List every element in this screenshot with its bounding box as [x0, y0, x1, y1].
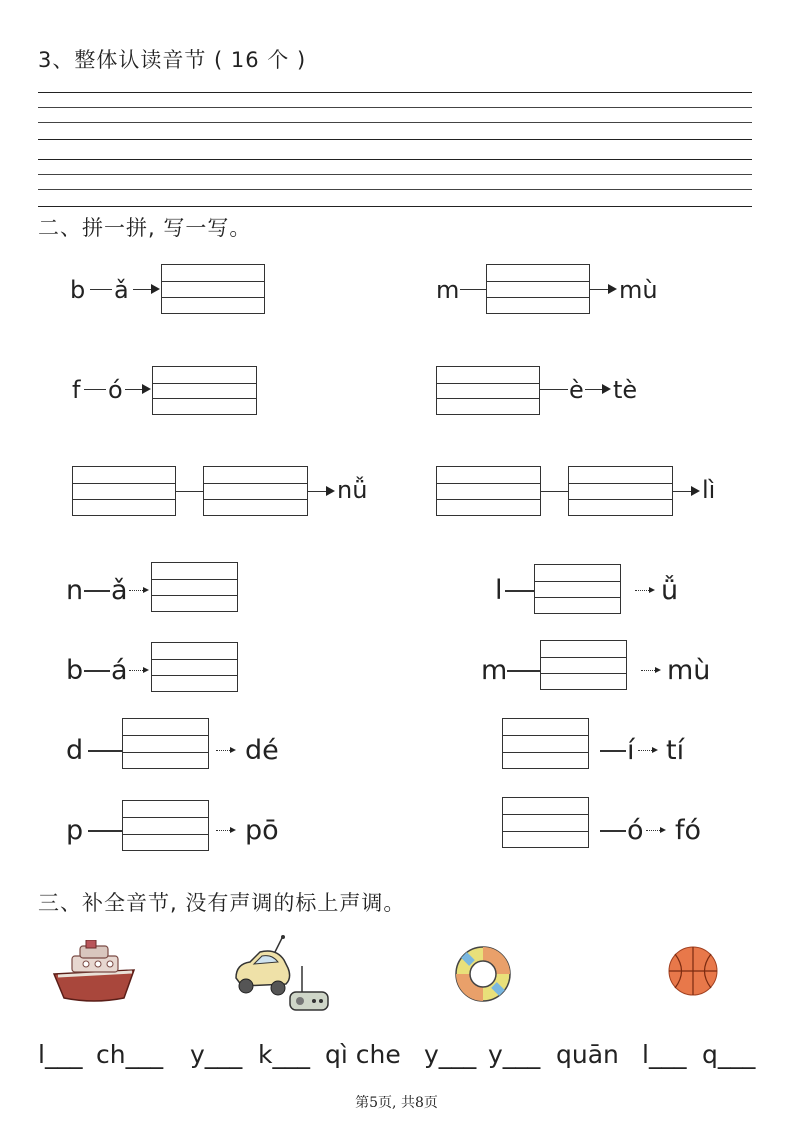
syllable-text: ǚ	[661, 575, 679, 606]
answer-box[interactable]	[161, 264, 265, 314]
final-text: ǎ	[111, 575, 128, 606]
answer-box[interactable]	[534, 564, 621, 614]
final-text: ǎ	[114, 276, 129, 304]
syllable-text: pō	[245, 815, 279, 846]
blank-k[interactable]: k___	[258, 1040, 310, 1069]
initial-text: b	[70, 276, 86, 304]
answer-box[interactable]	[436, 466, 541, 516]
answer-box[interactable]	[568, 466, 673, 516]
answer-box[interactable]	[203, 466, 308, 516]
syllable-text: nǚ	[337, 476, 368, 504]
answer-box[interactable]	[502, 718, 589, 769]
initial-text: m	[481, 655, 508, 686]
answer-box[interactable]	[151, 642, 238, 692]
answer-box[interactable]	[122, 718, 209, 769]
initial-text: l	[495, 575, 503, 606]
initial-text: n	[66, 575, 84, 606]
syllable-text: fó	[675, 815, 702, 846]
fill-in-syllables	[38, 1040, 758, 1072]
final-text: í	[627, 735, 635, 766]
syllable-text: tí	[666, 735, 685, 766]
blank-y-3[interactable]: y___	[488, 1040, 541, 1069]
syllable-text: mù	[667, 655, 711, 686]
syllable-quan: quān	[556, 1040, 619, 1069]
blank-y-1[interactable]: y___	[190, 1040, 243, 1069]
blank-ch[interactable]: ch___	[96, 1040, 164, 1069]
blank-l-1[interactable]: l___	[38, 1040, 83, 1069]
syllable-text: dé	[245, 735, 279, 766]
answer-box[interactable]	[540, 640, 627, 690]
section-three-title: 三、补全音节, 没有声调的标上声调。	[38, 891, 406, 915]
swim-ring-picture	[452, 943, 514, 1005]
page-number: 第5页, 共8页	[355, 1095, 438, 1111]
answer-box[interactable]	[486, 264, 590, 314]
final-text: ó	[108, 376, 123, 404]
final-text: á	[111, 655, 128, 686]
initial-text: d	[66, 735, 84, 766]
blank-q[interactable]: q___	[702, 1040, 756, 1069]
syllable-text: lì	[702, 476, 716, 504]
blank-l-2[interactable]: l___	[642, 1040, 687, 1069]
ball-picture	[666, 944, 720, 1000]
initial-text: m	[436, 276, 460, 304]
ship-picture	[50, 940, 138, 1004]
syllable-text: mù	[619, 276, 658, 304]
blank-y-2[interactable]: y___	[424, 1040, 477, 1069]
section-two-title: 二、拼一拼, 写一写。	[38, 216, 252, 240]
toy-car-picture	[230, 934, 332, 1012]
answer-box[interactable]	[436, 366, 540, 415]
answer-box[interactable]	[151, 562, 238, 612]
initial-text: p	[66, 815, 84, 846]
answer-box[interactable]	[122, 800, 209, 851]
syllable-qi-che: qì che	[325, 1040, 401, 1069]
answer-box[interactable]	[502, 797, 589, 848]
final-text: ó	[627, 815, 644, 846]
final-text: è	[569, 376, 584, 404]
initial-text: b	[66, 655, 84, 686]
syllable-text: tè	[613, 376, 638, 404]
section-3-title: 3、整体认读音节 ( 16 个 )	[38, 48, 307, 72]
answer-box[interactable]	[152, 366, 257, 415]
answer-box[interactable]	[72, 466, 176, 516]
initial-text: f	[72, 376, 81, 404]
